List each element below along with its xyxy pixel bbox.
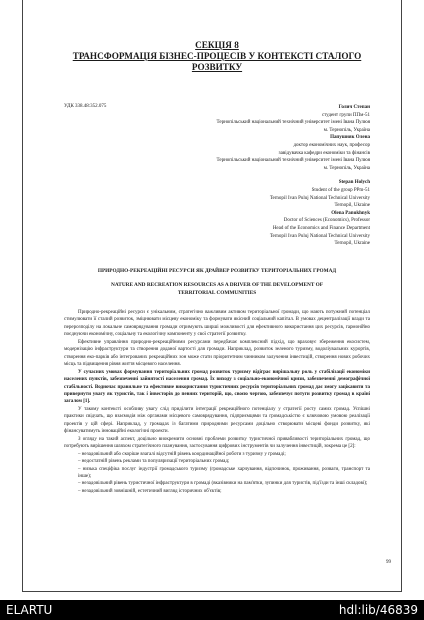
footer-repository-name: ELARTU bbox=[6, 603, 53, 617]
author-affiliation-line: доктор економічних наук, професор bbox=[293, 142, 370, 148]
list-item: – низька спеціфіка послуг індустрії громадського туризму (громадське харчування, відпочинок, проживання, розваги, транспорт та інше); bbox=[78, 466, 370, 479]
author-name: Папушняк Олена bbox=[330, 135, 370, 141]
document-page bbox=[22, 0, 402, 592]
author-affiliation-line: Тернопільський національний технічний університет імені Івана Пулюя bbox=[216, 120, 370, 126]
author-name: Olena Panukhnyk bbox=[331, 210, 370, 216]
page-number: 99 bbox=[386, 560, 391, 565]
author-affiliation-line: студент групи ППм-51 bbox=[321, 112, 370, 118]
author-affiliation-line: Ternopil Ivan Puluj National Technical University bbox=[269, 233, 370, 239]
list-item: – недостатній рівень реклами та популяризації територіальних громад; bbox=[78, 459, 230, 465]
author-affiliation-line: Ternopil, Ukraine bbox=[334, 203, 370, 209]
author-affiliation-line: завідувачка кафедри економіки та фінансів bbox=[278, 150, 370, 156]
author-affiliation-line: Ternopil, Ukraine bbox=[334, 241, 370, 247]
author-affiliation-line: Ternopil Ivan Puluj National Technical University bbox=[269, 195, 370, 201]
section-number: СЕКЦІЯ 8 bbox=[195, 40, 239, 50]
author-spacer bbox=[180, 172, 370, 179]
paragraph: З огляду на такий аспект, доцільно виокремити основні проблеми розвитку туристичної привабливості територіальних громад, що потребують вирішення шляхом стратегічного планування, застосування цифрових інструментів чи залучення інвестицій, зокрема це [2]: bbox=[64, 436, 370, 450]
list-item: – незадовільний зовнішній, естетичний вигляд історичних об'єктів; bbox=[78, 488, 222, 494]
article-title-ua: ПРИРОДНО-РЕКРЕАЦІЙНІ РЕСУРСИ ЯК ДРАЙВЕР РОЗВИТКУ ТЕРИТОРІАЛЬНИХ ГРОМАД bbox=[97, 268, 337, 274]
author-affiliation-line: м. Тернопіль, Україна bbox=[323, 127, 370, 133]
author-affiliation-line: Тернопільський національний технічний університет імені Івана Пулюя bbox=[216, 158, 370, 164]
footer-bar bbox=[0, 600, 424, 620]
udk-code: УДК 338.48:352.075 bbox=[64, 104, 107, 109]
author-affiliation-line: м. Тернопіль, Україна bbox=[323, 165, 370, 171]
author-affiliation-line: Student of the group PPm-51 bbox=[311, 187, 370, 193]
paragraph: У такому контексті особливу увагу слід приділити інтеграції рекреаційного потенціалу у стратегії росту самих громад. Успішні практики свідчать, що взаємодія між органами місцевого самоврядування, підприємцями та громадськістю є ключовою умовою реалізації проектів у цій сфері. Наприклад, у громадах із багатими природними ресурсами доцільно створювати місцеві фонди розвитку, які фінансуватимуть інноваційні екологічні проекти. bbox=[64, 406, 370, 435]
author-block bbox=[180, 104, 370, 248]
paragraph: Ефективне управління природно-рекреаційними ресурсами передбачає комплексний підхід, що враховує збереження екосистем, модернізацію інфраструктури та створення доданої вартості для громади. Наприклад, розвиток зеленого туризму, водоліувальних курортів, створення еко-парків або інтегрованих рекреаційних зон може стати пріоритетним чинником залучення інвестицій, створення нових робочих місць та підвищення рівня життя місцевого населення. bbox=[64, 339, 370, 368]
paragraph: У сучасних умовах формування територіальних громад розвиток туризму відіграє вирішальну роль у стабілізації економіки населених пунктів, забезпеченні зайнятості населення громад. Їх виходу з соціально-економічної кризи, забезпеченні демографічної стабільності. Водночас правильне та ефективне використання туристичних ресурсів територіальних громад дає змогу зацікавити та привернути увагу як туристів, так і інвесторів до певних територій, що, своєю чергою, забезпечує потуги розвитку громад в країні загалом [1]. bbox=[64, 369, 370, 405]
author-name: Голич Степан bbox=[338, 105, 370, 110]
list-item: – незадовільний або скоріше взагалі відсутній рівень координаційної роботи з туризму у громаді; bbox=[78, 451, 286, 457]
section-title-line2: РОЗВИТКУ bbox=[191, 62, 243, 72]
article-title-en-line2: TERRITORIAL COMMUNITIES bbox=[177, 289, 257, 296]
footer-handle: hdl:lib/46839 bbox=[338, 603, 418, 617]
list-item: – незадовільний рівень туристичної інфраструктури в громаді (вказівники на пам'ятки, зупинки для туристів, під'їзди та інші складові); bbox=[78, 481, 368, 487]
article-body bbox=[64, 309, 370, 495]
section-title-line1: ТРАНСФОРМАЦІЯ БІЗНЕС-ПРОЦЕСІВ У КОНТЕКСТІ СТАЛОГО bbox=[72, 51, 362, 61]
article-title-en-line1: NATURE AND RECREATION RESOURCES AS A DRIVER OF THE DEVELOPMENT OF bbox=[111, 282, 323, 288]
page-content bbox=[64, 0, 370, 494]
author-affiliation-line: Doctor of Sciences (Economics), Professor bbox=[283, 218, 370, 224]
paragraph: Природно-рекреаційні ресурси є унікальним, стратегічно важливим активом територіальної громади, що мають потужний потенціал стимулювати її сталий розвиток, зміцнювати місцеву економіку та формувати якісний соціальний капітал. В умовах децентралізації влади та перерозподілу на локальне самоврядування громади отримують ширші можливості для ефективного використання цих ресурсів, гармонійно поєднуючи економічну, соціальну та екологічну компоненту у свої стратегії розвитку. bbox=[64, 310, 370, 338]
author-affiliation-line: Head of the Economics and Finance Department bbox=[272, 225, 370, 231]
author-name: Stepan Holych bbox=[338, 180, 370, 186]
